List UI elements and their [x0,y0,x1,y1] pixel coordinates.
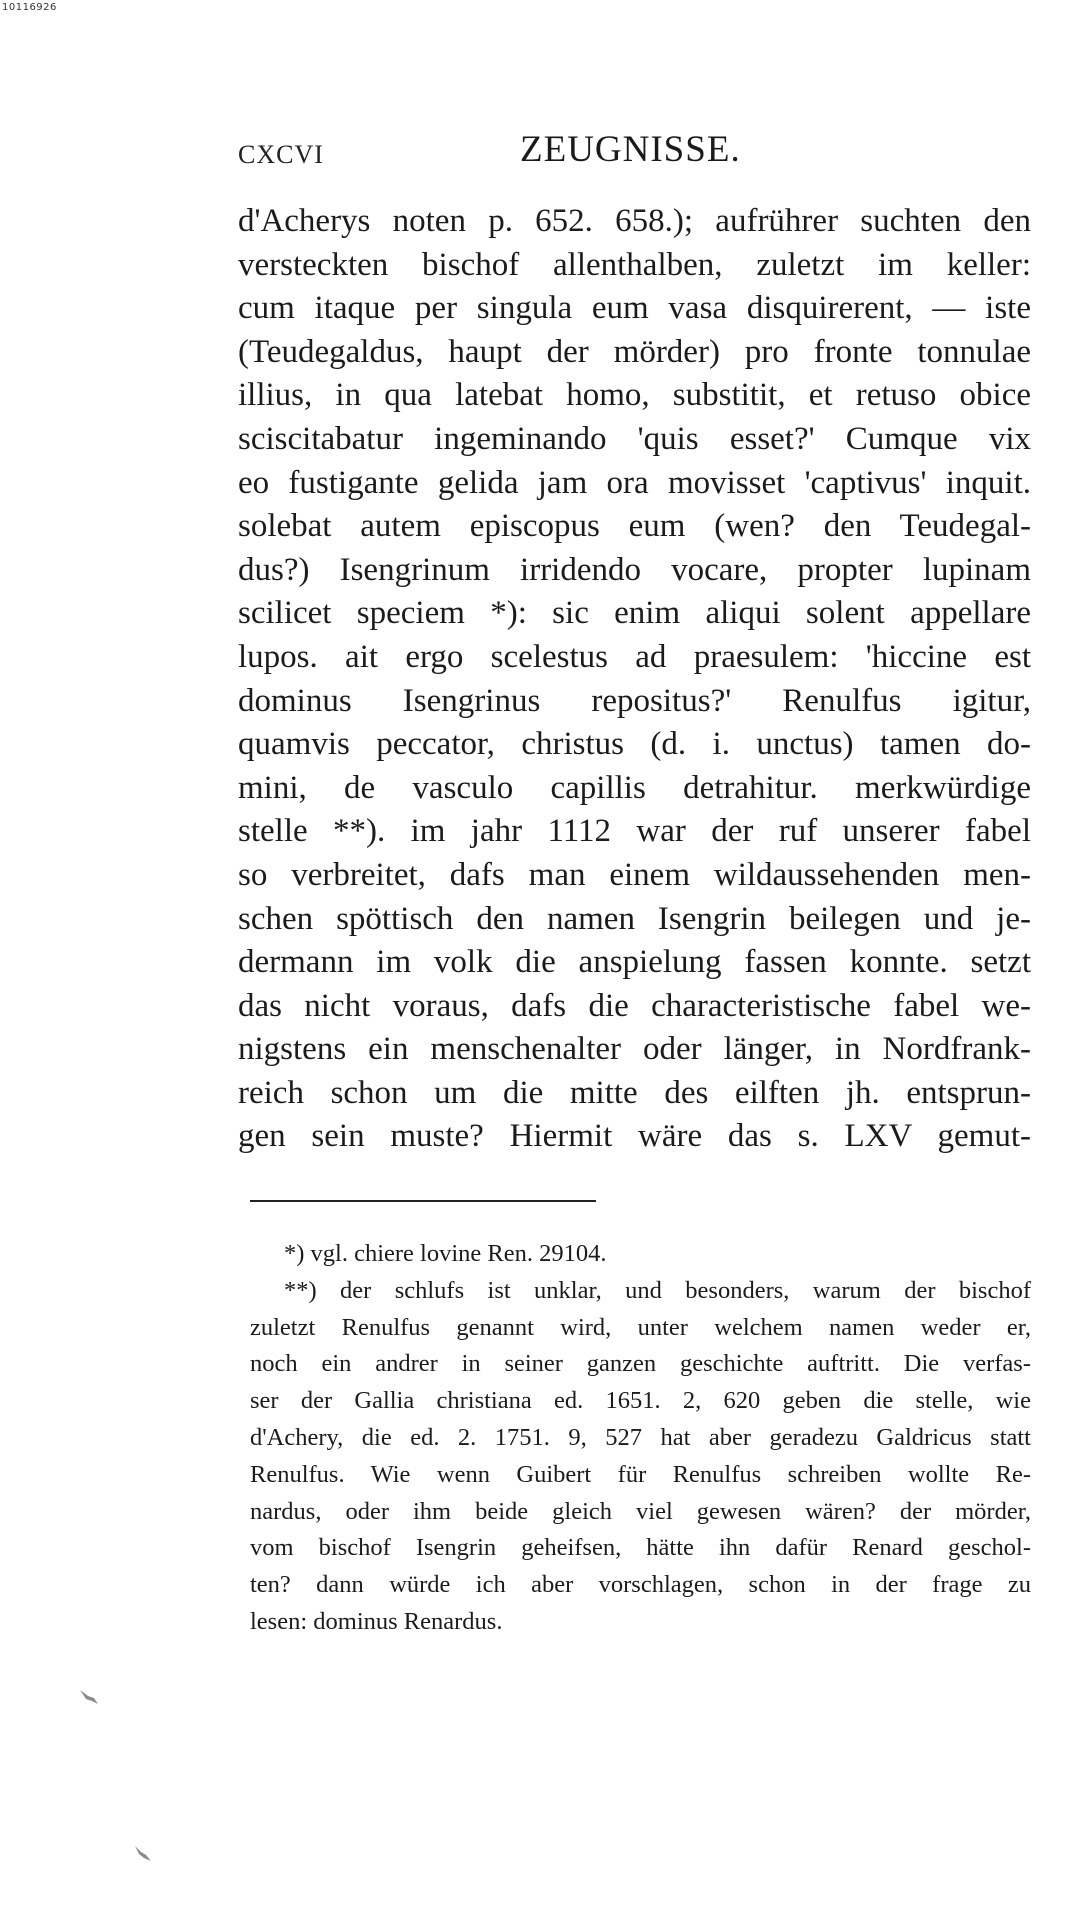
body-line: quamvis peccator, christus (d. i. unctus) tamen do- [238,726,1031,763]
footnote-line: ten? dann würde ich aber vorschlagen, schon in der frage zu [250,1571,1031,1599]
body-line: nigstens ein menschenalter oder länger, in Nordfrank- [238,1031,1031,1068]
footnotes [250,1236,1031,1641]
body-line: versteckten bischof allenthalben, zuletzt im keller: [238,246,1031,283]
footnote-rule [250,1200,596,1202]
footnote-line: lesen: dominus Renardus. [250,1607,503,1635]
footnote-line: **) der schlufs ist unklar, und besonders, warum der bischof [284,1276,1031,1304]
footnote-line: vom bischof Isengrin geheifsen, hätte ihn dafür Renard geschol- [250,1534,1031,1562]
footnote-line: nardus, oder ihm beide gleich viel gewesen wären? der mörder, [250,1497,1031,1525]
body-line: sciscitabatur ingeminando 'quis esset?' Cumque vix [238,420,1031,457]
body-line: (Teudegaldus, haupt der mörder) pro fronte tonnulae [238,333,1031,370]
page-number: CXCVI [238,140,324,169]
body-line: stelle **). im jahr 1112 war der ruf unserer fabel [238,813,1031,850]
footnote-line: ser der Gallia christiana ed. 1651. 2, 620 geben die stelle, wie [250,1387,1031,1415]
scan-id: 10116926 [2,2,57,13]
body-line: dus?) Isengrinum irridendo vocare, propter lupinam [238,551,1031,588]
body-line: dominus Isengrinus repositus?' Renulfus igitur, [238,682,1031,719]
footnote-line: noch ein andrer in seiner ganzen geschichte auftritt. Die verfas- [250,1350,1031,1378]
running-head: ZEUGNISSE. [520,129,741,170]
footnote-line: *) vgl. chiere lovine Ren. 29104. [284,1240,607,1267]
footnote-line: Renulfus. Wie wenn Guibert für Renulfus schreiben wollte Re- [250,1460,1031,1488]
scan-speck-mark [78,1688,100,1706]
body-line: scilicet speciem *): sic enim aliqui solent appellare [238,595,1031,632]
body-line: d'Acherys noten p. 652. 658.); aufrührer suchten den [238,203,1031,239]
body-line: mini, de vasculo capillis detrahitur. merkwürdige [238,769,1031,806]
body-line: lupos. ait ergo scelestus ad praesulem: 'hiccine est [238,638,1031,675]
body-line: cum itaque per singula eum vasa disquirerent, — iste [238,290,1031,327]
body-text [238,200,1031,1159]
body-line: eo fustigante gelida jam ora movisset 'captivus' inquit. [238,464,1031,501]
body-line: dermann im volk die anspielung fassen konnte. setzt [238,944,1031,981]
footnote-line: d'Achery, die ed. 2. 1751. 9, 527 hat aber geradezu Galdricus statt [250,1423,1031,1451]
body-line: gen sein muste? Hiermit wäre das s. LXV gemut- [238,1118,1031,1155]
body-line: so verbreitet, dafs man einem wildaussehenden men- [238,856,1031,893]
body-line: reich schon um die mitte des eilften jh. entsprun- [238,1074,1031,1111]
footnote-line: zuletzt Renulfus genannt wird, unter welchem namen weder er, [250,1313,1031,1341]
body-line: solebat autem episcopus eum (wen? den Teudegal- [238,508,1031,545]
body-line: das nicht voraus, dafs die characteristische fabel we- [238,987,1031,1024]
body-line: schen spöttisch den namen Isengrin beilegen und je- [238,900,1031,937]
body-line: illius, in qua latebat homo, substitit, et retuso obice [238,377,1031,414]
scan-speck-mark [132,1845,154,1863]
